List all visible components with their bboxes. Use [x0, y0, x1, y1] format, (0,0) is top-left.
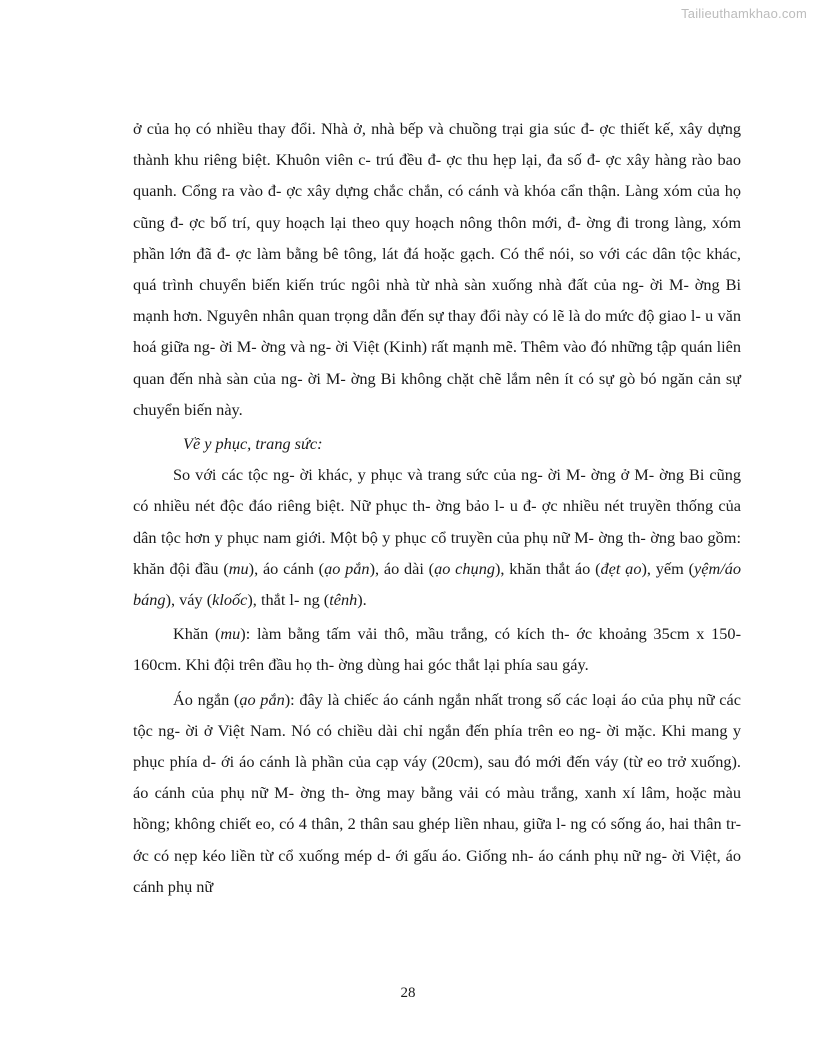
page-number: 28: [400, 985, 416, 1001]
paragraph-short-blouse: Áo ngắn (ạo pắn): đây là chiếc áo cánh ngắn nhất trong số các loại áo của phụ nữ các tộc ng- ời ở Việt Nam. Nó có chiều dài chỉ ngắn đến phía trên eo ng- ời mặc. Khi mang y phục phía d- ới áo cánh là phần của cạp váy (20cm), sau đó mới đến váy (từ eo trở xuống). áo cánh của phụ nữ M- ờng th- ờng may bằng vải có màu trắng, xanh xí lâm, hoặc màu hồng; không chiết eo, có 4 thân, 2 thân sau ghép liền nhau, giữa l- ng có sống áo, hai thân tr- ớc có nẹp kéo liền từ cổ xuống mép d- ới gấu áo. Giống nh- áo cánh phụ nữ ng- ời Việt, áo cánh phụ nữ: [133, 689, 741, 896]
paragraph-headscarf: Khăn (mu): làm bằng tấm vải thô, mầu trắng, có kích th- ớc khoảng 35cm x 150-160cm. Khi đội trên đầu họ th- ờng dùng hai góc thắt lại phía sau gáy.: [133, 624, 741, 675]
section-heading-clothing: Về y phục, trang sức:: [183, 434, 323, 454]
watermark: Tailieuthamkhao.com: [681, 6, 807, 21]
paragraph-housing: ở của họ có nhiều thay đổi. Nhà ở, nhà bếp và chuồng trại gia súc đ- ợc thiết kế, xây dựng thành khu riêng biệt. Khuôn viên c- trú đều đ- ợc thu hẹp lại, đa số đ- ợc xây hàng rào bao quanh. Cổng ra vào đ- ợc xây dựng chắc chắn, có cánh và khóa cẩn thận. Làng xóm của họ cũng đ- ợc bố trí, quy hoạch lại theo quy hoạch nông thôn mới, đ- ờng đi trong làng, xóm phần lớn đã đ- ợc làm bằng bê tông, lát đá hoặc gạch. Có thể nói, so với các dân tộc khác, quá trình chuyển biến kiến trúc ngôi nhà từ nhà sàn xuống nhà đất của ng- ời M- ờng Bi mạnh hơn. Nguyên nhân quan trọng dẫn đến sự thay đổi này có lẽ là do mức độ giao l- u văn hoá giữa ng- ời M- ờng và ng- ời Việt (Kinh) rất mạnh mẽ. Thêm vào đó những tập quán liên quan đến nhà sàn của ng- ời M- ờng Bi không chặt chẽ lắm nên ít có sự gò bó ngăn cản sự chuyển biến này.: [133, 119, 741, 419]
paragraph-clothing-overview: So với các tộc ng- ời khác, y phục và trang sức của ng- ời M- ờng ở M- ờng Bi cũng có nhiều nét độc đáo riêng biệt. Nữ phục th- ờng bảo l- u đ- ợc nhiều nét truyền thống của dân tộc hơn y phục nam giới. Một bộ y phục cổ truyền của phụ nữ M- ờng th- ờng bao gồm: khăn đội đầu (mu), áo cánh (ạo pắn), áo dài (ạo chụng), khăn thắt áo (đẹt ạo), yếm (yệm/áo báng), váy (kloốc), thắt l- ng (tênh).: [133, 465, 742, 610]
document-body: [133, 113, 741, 902]
